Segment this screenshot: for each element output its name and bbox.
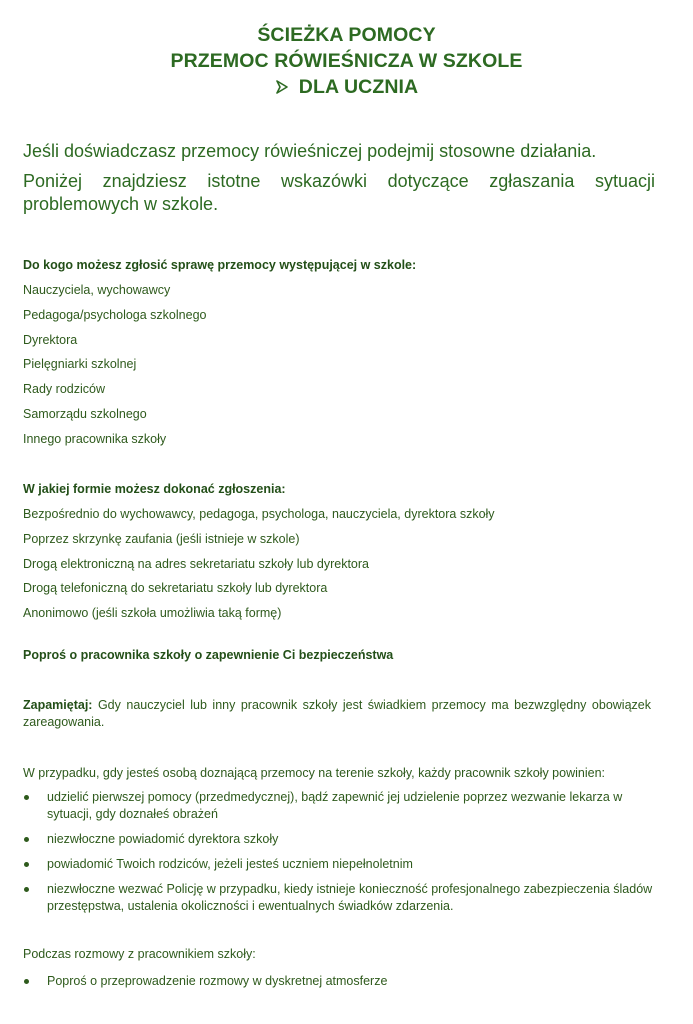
remember-note <box>23 697 651 731</box>
list-item: Rady rodziców <box>23 382 105 397</box>
list-item: niezwłoczne powiadomić dyrektora szkoły <box>23 831 653 848</box>
duties-intro: W przypadku, gdy jesteś osobą doznającą przemocy na terenie szkoły, każdy pracownik szkoły powinien: <box>23 766 605 780</box>
bullet-icon <box>24 979 29 984</box>
bullet-icon <box>24 837 29 842</box>
intro-line-2: Poniżej znajdziesz istotne wskazówki dotyczące zgłaszania sytuacji problemowych w szkole. <box>23 171 655 214</box>
list-item: Nauczyciela, wychowawcy <box>23 283 171 297</box>
list-item: powiadomić Twoich rodziców, jeżeli jesteś uczniem niepełnoletnim <box>23 856 653 873</box>
duties-list <box>23 789 653 923</box>
list-item: Bezpośrednio do wychowawcy, pedagoga, psychologa, nauczyciela, dyrektora szkoły <box>23 507 495 521</box>
list-item: Poproś o przeprowadzenie rozmowy w dyskretnej atmosferze <box>23 973 653 990</box>
remember-text: Gdy nauczyciel lub inny pracownik szkoły jest świadkiem przemocy ma bezwzględny obowiązek zareagowania. <box>23 698 651 729</box>
list-item: Anonimowo (jeśli szkoła umożliwia taką formę) <box>23 606 282 621</box>
report-to-heading: Do kogo możesz zgłosić sprawę przemocy występującej w szkole: <box>23 258 417 272</box>
list-item: niezwłoczne wezwać Policję w przypadku, kiedy istnieje konieczność profesjonalnego zabezpieczenia śladów przestępstwa, ustalenia okoliczności i ewentualnych świadków zdarzenia. <box>23 881 653 915</box>
arrow-right-icon <box>275 80 289 94</box>
title-line-3: DLA UCZNIA <box>298 76 419 98</box>
title-line-2: PRZEMOC RÓWIEŚNICZA W SZKOLE <box>170 50 523 72</box>
list-item: Dyrektora <box>23 332 78 347</box>
remember-lead: Zapamiętaj: <box>23 698 93 712</box>
bullet-icon <box>24 795 29 800</box>
report-to-list <box>23 278 206 452</box>
report-form-list <box>23 502 495 626</box>
page-title <box>0 22 693 101</box>
list-item: Drogą elektroniczną na adres sekretariatu szkoły lub dyrektora <box>23 556 370 571</box>
list-item: udzielić pierwszej pomocy (przedmedycznej), bądź zapewnić jej udzielenie poprzez wezwanie lekarza w sytuacji, gdy doznałeś obrażeń <box>23 789 653 823</box>
safety-heading: Poproś o pracownika szkoły o zapewnienie Ci bezpieczeństwa <box>23 648 394 662</box>
list-item: Poprzez skrzynkę zaufania (jeśli istnieje w szkole) <box>23 531 300 546</box>
list-item: Drogą telefoniczną do sekretariatu szkoły lub dyrektora <box>23 581 328 596</box>
bullet-icon <box>24 862 29 867</box>
list-item: Pedagoga/psychologa szkolnego <box>23 307 207 322</box>
title-line-1: ŚCIEŻKA POMOCY <box>257 24 436 46</box>
conversation-intro: Podczas rozmowy z pracownikiem szkoły: <box>23 947 256 961</box>
report-form-heading: W jakiej formie możesz dokonać zgłoszenia: <box>23 482 286 496</box>
list-item: Pielęgniarki szkolnej <box>23 357 137 372</box>
list-item: Innego pracownika szkoły <box>23 431 167 446</box>
intro-line-1: Jeśli doświadczasz przemocy rówieśniczej podejmij stosowne działania. <box>23 141 597 161</box>
bullet-icon <box>24 887 29 892</box>
list-item: Samorządu szkolnego <box>23 406 147 421</box>
conversation-list <box>23 973 653 998</box>
